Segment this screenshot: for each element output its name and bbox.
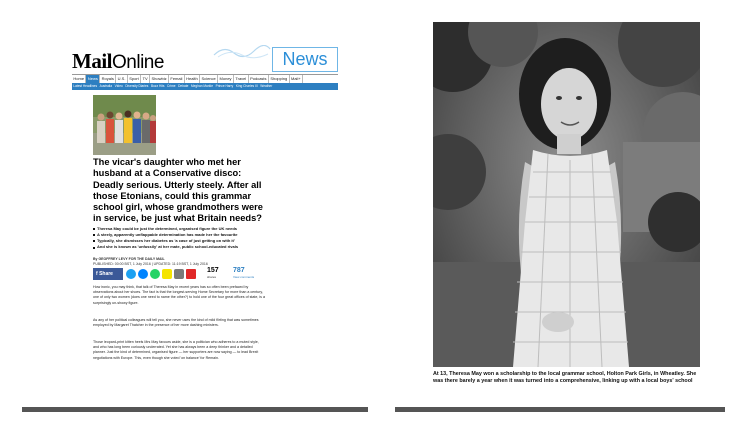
article-headline[interactable]: The vicar's daughter who met her husband at a Conservative disco: Deadly serious. Utterly steely. After all those Etonians, could this grammar school girl, whose grandmothers were in service, be just what Britain needs? (93, 157, 263, 224)
subnav-item[interactable]: Video (114, 84, 123, 88)
subnav-item[interactable]: Debate (178, 84, 189, 88)
subnav-item[interactable]: Prince Harry (215, 84, 234, 88)
social-share-bar (93, 268, 265, 280)
twitter-icon[interactable] (126, 269, 136, 279)
nav-item[interactable]: Science (200, 75, 218, 83)
share-count: 157 (207, 267, 219, 274)
nav-item[interactable]: Femail (169, 75, 185, 83)
article-group-photo (93, 95, 156, 155)
subnav-item[interactable]: Australia (99, 84, 113, 88)
article-bullet: Theresa May could be just the determined, organised figure the UK needs (93, 226, 265, 232)
nav-item[interactable]: Money (218, 75, 234, 83)
subnav-item[interactable]: Buzz Hits (150, 84, 165, 88)
subnav-item[interactable]: King Charles III (235, 84, 258, 88)
swirl-decoration-icon (212, 45, 272, 59)
article-bullet: And she is known as 'unfussily' at her mate, public school-educated rivals (93, 244, 265, 250)
email-icon[interactable] (174, 269, 184, 279)
whatsapp-icon[interactable] (150, 269, 160, 279)
subnav-item[interactable]: Crime (167, 84, 176, 88)
comment-count[interactable]: 787 (233, 267, 245, 274)
facebook-icon: f (96, 271, 100, 277)
nav-item[interactable]: TV (141, 75, 150, 83)
byline-author[interactable]: By GEOFFREY LEVY FOR THE DAILY MAIL (93, 257, 165, 261)
secondary-nav (72, 83, 338, 90)
nav-item[interactable]: Showbiz (150, 75, 169, 83)
facebook-share-button[interactable] (93, 268, 123, 280)
view-comments-link[interactable]: View comments (233, 275, 255, 279)
photo-caption: At 13, Theresa May won a scholarship to the local grammar school, Holton Park Girls, in Wheatley. She was there barely a year when it was turned into a comprehensive, linking up with a local boys' school (433, 371, 697, 385)
masthead (72, 45, 340, 75)
article-paragraph: How ironic, you may think, that talk of Theresa May in recent years has so often been prefaced by observations about her shoes. The fact is that the longest-serving Home Secretary for more than a century, one of only two women (does one need to name the other?) to hold one of the four great offices of state, is a surprisingly un-showy figure. (93, 285, 265, 305)
mailonline-logo[interactable]: MailOnline (72, 49, 164, 73)
article-paragraph: Those leopard-print kitten heels Mrs May favours aside, she is a politician who adheres to a muted style, and who has long been curiously underrated. Yet she has always been a deep thinker and a detailed planner. Just the kind of determined, organised figure — her supporters are now saying — to lead Brexit negotiations with Europe. This, even though she voted 'on balance' for Remain. (93, 340, 259, 360)
share-count-label: shares (207, 275, 217, 279)
subnav-item[interactable]: Meghan Markle (191, 84, 213, 88)
messenger-icon[interactable] (138, 269, 148, 279)
nav-item[interactable]: News (86, 75, 100, 83)
share-button-label: Share (99, 271, 113, 277)
article-paragraph: As any of her political colleagues will tell you, she never uses the kind of mild flirting that was sometimes employed by Margaret Thatcher in the presence of her more dashing ministers. (93, 318, 259, 328)
subnav-item[interactable]: Weather (260, 84, 273, 88)
article-bullet-list (93, 226, 265, 250)
nav-item[interactable]: Home (72, 75, 86, 83)
subnav-item[interactable]: Diversity Diaries (125, 84, 149, 88)
nav-item[interactable]: U.S. (116, 75, 128, 83)
subnav-item[interactable]: Latest Headlines (73, 84, 98, 88)
flipboard-icon[interactable] (186, 269, 196, 279)
snapchat-icon[interactable] (162, 269, 172, 279)
primary-nav (72, 74, 338, 83)
nav-item[interactable]: Podcasts (249, 75, 269, 83)
nav-item[interactable]: Sport (128, 75, 141, 83)
byline-dates: PUBLISHED: 00:00 BST, 1 July 2016 | UPDATED: 11:19 BST, 1 July 2016 (93, 262, 208, 266)
article-byline (93, 257, 265, 267)
article-bullet: A steely, apparently unflappable determination has made her the favourite (93, 232, 265, 238)
photo-page (395, 0, 725, 412)
nav-item[interactable]: Travel (234, 75, 249, 83)
nav-item[interactable]: Royals (100, 75, 116, 83)
article-bullet: Typically, she dismisses her diabetes as 'a case of just getting on with it' (93, 238, 265, 244)
theresa-may-age-13-photo (433, 22, 700, 367)
page-shadow-bar (22, 407, 368, 412)
section-news-badge[interactable]: News (272, 47, 338, 72)
page-shadow-bar (395, 407, 725, 412)
nav-item[interactable]: Mail+ (290, 75, 303, 83)
nav-item[interactable]: Health (185, 75, 200, 83)
nav-item[interactable]: Shopping (269, 75, 290, 83)
